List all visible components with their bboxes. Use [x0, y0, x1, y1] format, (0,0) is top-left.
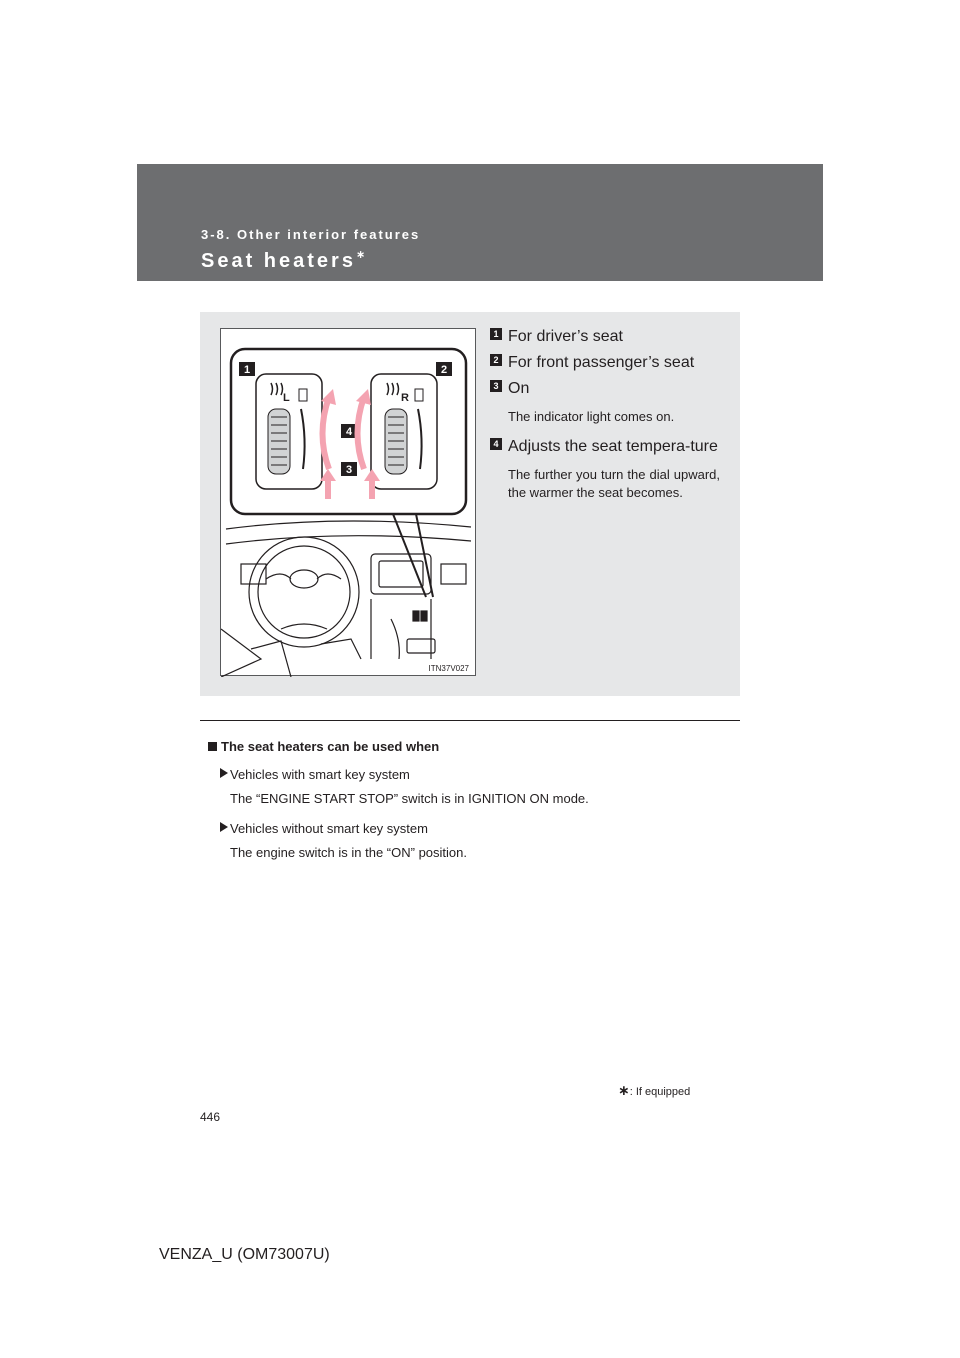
usage-notes [208, 737, 748, 865]
legend-item [490, 434, 720, 502]
notes-heading-text: The seat heaters can be used when [221, 739, 440, 754]
footnote [618, 1082, 690, 1099]
section-title: 3-8. Other interior features [201, 227, 421, 242]
note-case-title: Vehicles without smart key system [230, 821, 428, 836]
footnote-text: : If equipped [629, 1086, 691, 1098]
section-header [137, 164, 823, 281]
right-dial-letter: R [401, 392, 409, 404]
legend-description: The indicator light comes on. [508, 409, 675, 424]
square-bullet-icon [208, 742, 217, 751]
seat-heater-illustration [220, 328, 476, 676]
legend-number-box: 3 [490, 380, 502, 392]
triangle-bullet-icon [220, 768, 228, 778]
page-number: 446 [200, 1110, 221, 1124]
note-case-title: Vehicles with smart key system [230, 767, 410, 782]
right-indicator-light [415, 389, 423, 401]
illustration-code: ITN37V027 [428, 664, 469, 673]
dashboard-drawing [221, 329, 477, 677]
if-equipped-mark: ∗ [355, 249, 366, 261]
page-title [201, 250, 365, 273]
notes-heading [208, 737, 748, 757]
dashboard-line-art [221, 521, 471, 677]
callout-1: 1 [243, 364, 251, 376]
legend-number-box: 4 [490, 438, 502, 450]
legend-label: For front passenger’s seat [508, 354, 695, 371]
note-case [208, 763, 748, 811]
footnote-mark: ∗ [618, 1082, 630, 1098]
section-divider [200, 720, 740, 721]
document-code: VENZA_U (OM73007U) [159, 1246, 330, 1263]
on-arrow-left [325, 479, 331, 499]
note-case-text: The “ENGINE START STOP” switch is in IGNITION ON mode. [230, 791, 589, 806]
callout-4: 4 [345, 426, 353, 438]
left-dial-letter: L [283, 392, 290, 404]
callout-2: 2 [440, 364, 448, 376]
legend-item [490, 324, 720, 350]
page-title-text: Seat heaters [201, 250, 356, 272]
callout-3: 3 [345, 464, 353, 476]
triangle-bullet-icon [220, 822, 228, 832]
legend-label: Adjusts the seat tempera-ture [508, 438, 718, 455]
legend-number-box: 2 [490, 354, 502, 366]
legend-number-box: 1 [490, 328, 502, 340]
legend-item [490, 350, 720, 376]
left-indicator-light [299, 389, 307, 401]
legend-label: For driver’s seat [508, 328, 623, 345]
legend-description: The further you turn the dial upward, the warmer the seat becomes. [508, 467, 720, 500]
note-case-text: The engine switch is in the “ON” position. [230, 845, 467, 860]
legend-item [490, 376, 720, 426]
legend [490, 324, 720, 510]
note-case [208, 817, 748, 865]
legend-label: On [508, 380, 530, 397]
illustration-panel [200, 312, 740, 696]
leader-line [393, 514, 426, 597]
on-arrow-right [369, 479, 375, 499]
